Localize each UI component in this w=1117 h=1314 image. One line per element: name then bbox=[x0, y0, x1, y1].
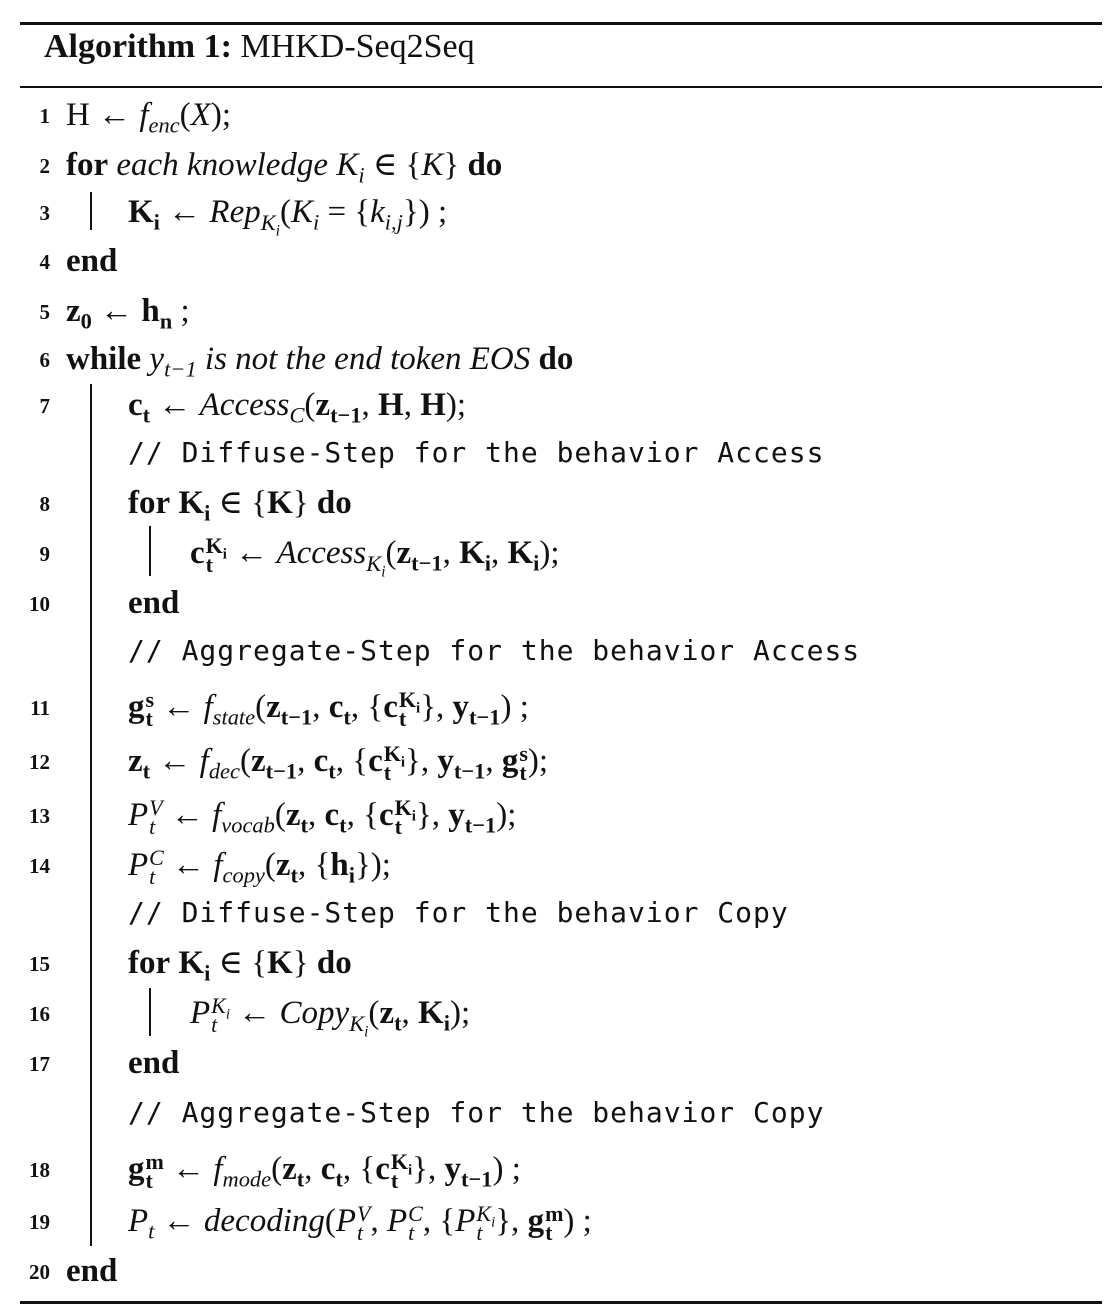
algo-line-12 bbox=[0, 738, 1117, 784]
keyword-end: end bbox=[128, 1045, 180, 1081]
keyword-do: do bbox=[316, 485, 352, 521]
comment-line-3 bbox=[0, 890, 1117, 936]
line-code: $P_t$ ← decoding(P V t , P C t , {P $K_i$ t }, g m t ) ; bbox=[128, 1200, 592, 1246]
line-number: 7 bbox=[39, 394, 50, 418]
line-code: g s t ← $f_{state}(z_{t-1}$, $c_t$, {c $K_i$ t }, $y_{t-1}$) ; bbox=[128, 686, 529, 732]
algorithm-title bbox=[44, 28, 475, 66]
algo-line-7 bbox=[0, 382, 1117, 428]
line-code: while $y_{t-1}$ is not the end token EOS do bbox=[66, 341, 574, 382]
line-code: P C t ← $f_{copy}(z_t$, $\{h_i\}$); bbox=[128, 844, 391, 890]
keyword-do: do bbox=[467, 147, 503, 183]
line-code: $z_t$ ← $f_{dec}(z_{t-1}$, $c_t$, {c $K_i$ t }, $y_{t-1}$, g s t ); bbox=[128, 740, 549, 786]
keyword-do: do bbox=[316, 945, 352, 981]
bottom-rule bbox=[20, 1301, 1102, 1304]
keyword-while: while bbox=[66, 341, 142, 377]
algo-line-6 bbox=[0, 336, 1117, 382]
algo-line-5 bbox=[0, 288, 1117, 334]
line-number: 3 bbox=[39, 201, 50, 225]
comment-line-4 bbox=[0, 1090, 1117, 1136]
algo-line-18 bbox=[0, 1146, 1117, 1192]
line-number: 10 bbox=[29, 592, 50, 616]
algo-line-4 bbox=[0, 238, 1117, 284]
line-number: 6 bbox=[39, 348, 50, 372]
line-code: P $K_i$ t ← $Copy_{K_i}(z_t$, $K_i$); bbox=[190, 992, 471, 1041]
line-number: 1 bbox=[39, 104, 50, 128]
keyword-for: for bbox=[128, 945, 171, 981]
comment-line-2 bbox=[0, 628, 1117, 674]
keyword-for: for bbox=[128, 485, 171, 521]
line-number: 2 bbox=[39, 154, 50, 178]
algo-line-1 bbox=[0, 92, 1117, 138]
algo-line-10 bbox=[0, 580, 1117, 626]
line-number: 19 bbox=[29, 1210, 50, 1234]
line-number: 14 bbox=[29, 854, 50, 878]
comment-diffuse-copy: // Diffuse-Step for the behavior Copy bbox=[128, 896, 789, 929]
algo-line-9 bbox=[0, 530, 1117, 581]
algo-line-11 bbox=[0, 684, 1117, 730]
algo-line-2 bbox=[0, 142, 1117, 188]
comment-aggregate-copy: // Aggregate-Step for the behavior Copy bbox=[128, 1096, 825, 1129]
keyword-end: end bbox=[128, 585, 180, 621]
keyword-end: end bbox=[66, 243, 118, 279]
comment-diffuse-access: // Diffuse-Step for the behavior Access bbox=[128, 436, 825, 469]
algo-line-15 bbox=[0, 940, 1117, 986]
keyword-for: for bbox=[66, 147, 109, 183]
line-number: 17 bbox=[29, 1052, 50, 1076]
keyword-end: end bbox=[66, 1253, 118, 1289]
line-number: 5 bbox=[39, 300, 50, 324]
algo-line-17 bbox=[0, 1040, 1117, 1086]
line-number: 16 bbox=[29, 1002, 50, 1026]
line-number: 11 bbox=[30, 696, 50, 720]
line-number: 18 bbox=[29, 1158, 50, 1182]
line-number: 4 bbox=[39, 250, 50, 274]
line-number: 8 bbox=[39, 492, 50, 516]
is-not-end-text: is not the end token EOS bbox=[204, 341, 531, 377]
algorithm-label: Algorithm 1: bbox=[44, 28, 232, 65]
algo-line-8 bbox=[0, 480, 1117, 526]
algo-line-16 bbox=[0, 990, 1117, 1041]
algo-line-20 bbox=[0, 1248, 1117, 1294]
algo-line-14 bbox=[0, 842, 1117, 888]
line-number: 9 bbox=[39, 542, 50, 566]
line-code: P V t ← $f_{vocab}(z_t$, $c_t$, {c $K_i$ t }, $y_{t-1}$); bbox=[128, 794, 517, 840]
line-code: $c_t$ ← $Access_C(z_{t-1}$, H, H); bbox=[128, 387, 467, 428]
title-rule bbox=[20, 86, 1102, 88]
line-number: 15 bbox=[29, 952, 50, 976]
line-code: for each knowledge $K_i$ ∈ {K} do bbox=[66, 147, 503, 188]
each-knowledge-text: each knowledge bbox=[116, 147, 329, 183]
algo-line-13 bbox=[0, 792, 1117, 838]
keyword-do: do bbox=[538, 341, 574, 377]
comment-line-1 bbox=[0, 430, 1117, 476]
line-code: for $K_i$ ∈ {K} do bbox=[128, 485, 352, 526]
line-code: for $K_i$ ∈ {K} do bbox=[128, 945, 352, 986]
line-code: c $K_i$ t ← $Access_{K_i}(z_{t-1}$, $K_i$, $K_i$); bbox=[190, 532, 560, 581]
line-code: H ← $f_{enc}(X)$; bbox=[66, 97, 231, 138]
line-number: 13 bbox=[29, 804, 50, 828]
algorithm-name: MHKD-Seq2Seq bbox=[240, 28, 475, 65]
line-number: 12 bbox=[29, 750, 50, 774]
line-code: $K_i$ ← $Rep_{K_i}(K_i = \{k_{i,j}\})$ ; bbox=[128, 194, 448, 240]
line-number: 20 bbox=[29, 1260, 50, 1284]
line-code: $z_0$ ← $h_n$ ; bbox=[66, 293, 190, 334]
line-code: g m t ← $f_{mode}(z_t$, $c_t$, {c $K_i$ t }, $y_{t-1}$) ; bbox=[128, 1148, 521, 1194]
top-rule bbox=[20, 22, 1102, 25]
algo-line-19 bbox=[0, 1198, 1117, 1244]
algo-line-3 bbox=[0, 189, 1117, 240]
comment-aggregate-access: // Aggregate-Step for the behavior Access bbox=[128, 634, 861, 667]
